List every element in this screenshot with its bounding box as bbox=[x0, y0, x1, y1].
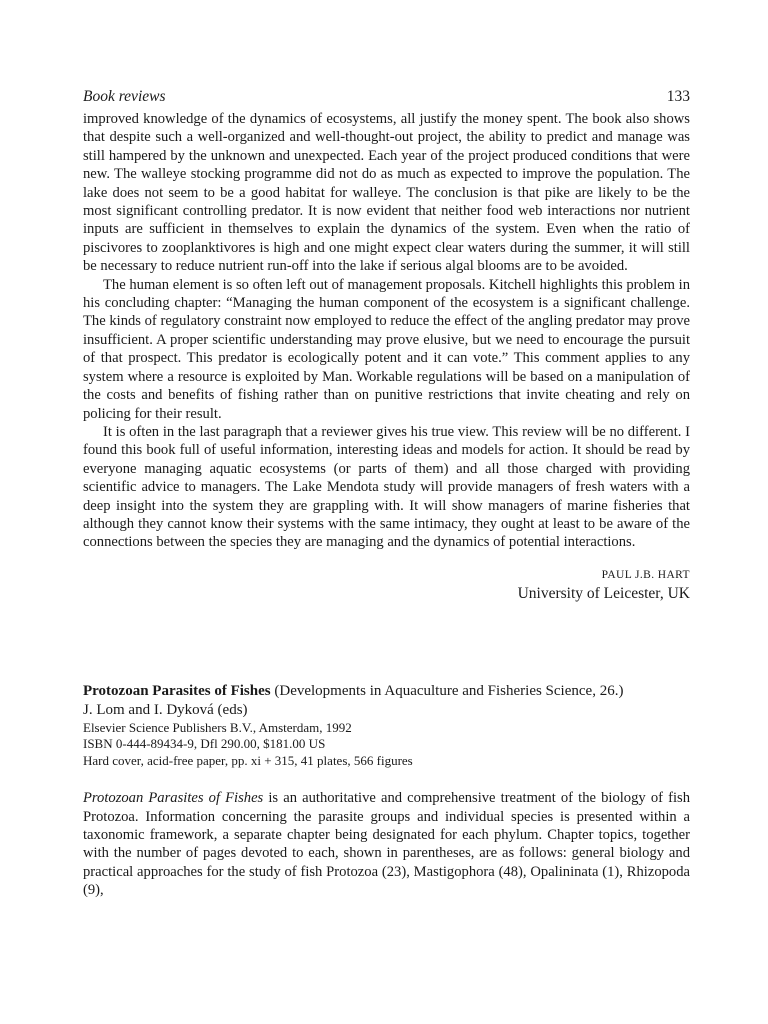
page-number: 133 bbox=[666, 88, 690, 105]
document-page bbox=[83, 88, 690, 900]
book-citation-title bbox=[83, 682, 690, 701]
review-2-body bbox=[83, 789, 690, 899]
review-2-book-title-italic: Protozoan Parasites of Fishes bbox=[83, 790, 264, 807]
section-title: Book reviews bbox=[83, 88, 166, 105]
review-1-paragraph-3: It is often in the last paragraph that a reviewer gives his true view. This review will be no different. I found this book full of useful information, interesting ideas and models for action. It should be read by everyone managing aquatic ecosystems (or parts of them) and all those charged with providing scientific advice to managers. The Lake Mendota study will provide managers of fresh waters with a deep insight into the system they are grappling with. It will show managers of marine fisheries that although they cannot know their systems with the same intimacy, they ought at least to be aware of the connections between the species they are managing and the dynamics of potential interactions. bbox=[83, 423, 690, 551]
reviewer-name: PAUL J.B. HART bbox=[601, 568, 690, 581]
reviewer-affiliation: University of Leicester, UK bbox=[517, 584, 690, 602]
reviewer-signature bbox=[83, 566, 690, 604]
review-1-body bbox=[83, 110, 690, 552]
running-header bbox=[83, 88, 690, 110]
review-1-paragraph-1: improved knowledge of the dynamics of ecosystems, all justify the money spent. The book also shows that despite such a well-organized and well-thought-out project, the ability to predict and manage was still hampered by the unknown and unexpected. Each year of the project produced conditions that were new. The walleye stocking programme did not do as much as expected to improve the population. The lake does not seem to be a good habitat for walleye. The conclusion is that pike are likely to be the most significant controlling predator. It is now evident that neither food web interactions nor nutrient inputs are sufficient in themselves to explain the dynamics of the system. Even when the ratio of piscivores to zooplanktivores is high and one might expect clear waters during the summer, it will still be necessary to reduce nutrient run-off into the lake if serious algal blooms are to be avoided. bbox=[83, 111, 690, 275]
book-title: Protozoan Parasites of Fishes bbox=[83, 682, 271, 699]
book-format: Hard cover, acid-free paper, pp. xi + 315, 41 plates, 566 figures bbox=[83, 752, 413, 768]
review-2-paragraph-text: is an authoritative and comprehensive treatment of the biology of fish Protozoa. Information concerning the parasite groups and individual species is presented within a taxonomic framework, a separate chapter being designated for each phylum. Chapter topics, together with the number of pages devoted to each, shown in parentheses, are as follows: general biology and practical approaches for the study of fish Protozoa (23), Mastigophora (48), Opalininata (1), Rhizopoda (9), bbox=[83, 790, 690, 899]
review-2-paragraph-1 bbox=[83, 789, 690, 899]
book-publisher: Elsevier Science Publishers B.V., Amsterdam, 1992 bbox=[83, 719, 352, 735]
review-1-paragraph-2: The human element is so often left out of management proposals. Kitchell highlights this problem in his concluding chapter: “Managing the human component of the ecosystem is a significant challenge. The kinds of regulatory constraint now employed to reduce the effect of the angling predator may prove insufficient. A proper scientific understanding may prove elusive, but we need to encourage the pursuit of that prospect. This predator is ecologically potent and it can vote.” This comment applies to any system where a resource is exploited by Man. Workable regulations will be based on a manipulation of the costs and benefits of fishing rather than on punitive restrictions that invite cheating and rely on policing for their result. bbox=[83, 276, 690, 422]
book-editors: J. Lom and I. Dyková (eds) bbox=[83, 701, 248, 718]
book-isbn-price: ISBN 0-444-89434-9, Dfl 290.00, $181.00 US bbox=[83, 736, 326, 752]
review-2 bbox=[83, 682, 690, 900]
book-series: (Developments in Aquaculture and Fisheries Science, 26.) bbox=[270, 682, 624, 699]
